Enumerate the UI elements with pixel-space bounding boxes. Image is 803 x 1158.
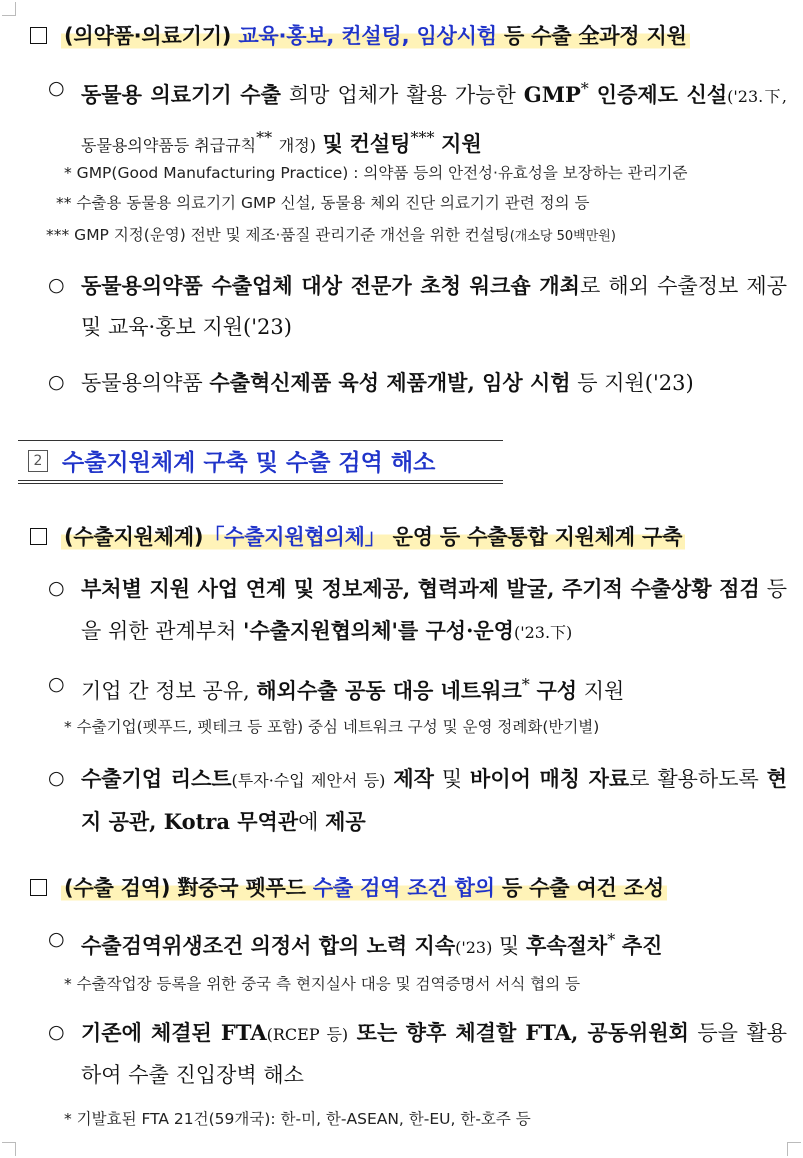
- section-number-badge: 2: [28, 450, 48, 472]
- circle-bullet-icon: ○: [48, 928, 65, 950]
- footnote-fta: * 기발효된 FTA 21건(59개국): 한-미, 한-ASEAN, 한-EU, 한-호주 등: [64, 1110, 531, 1128]
- circle-bullet-icon: ○: [48, 1021, 65, 1043]
- bullet-network: ○ 기업 간 정보 공유, 해외수출 공동 대응 네트워크* 구성 지원: [48, 664, 787, 712]
- section-title-text: 수출지원체계 구축 및 수출 검역 해소: [62, 450, 436, 476]
- section-title: [18, 440, 503, 484]
- footnote-inspection: * 수출작업장 등록을 위한 중국 측 현지실사 대응 및 검역증명서 서식 협의 등: [64, 975, 581, 993]
- corner-mark-top-left: [2, 2, 16, 16]
- footnote-gmp-consulting: *** GMP 지정(운영) 전반 및 제조·품질 관리기준 개선을 위한 컨설팅(개소당 50백만원): [46, 226, 616, 244]
- bullet-exporter-list: ○ 수출기업 리스트(투자·수입 제안서 등) 제작 및 바이어 매칭 자료로 활용하도록 현지 공관, Kotra 무역관에 제공: [48, 758, 787, 843]
- heading-pharma-support: [30, 20, 690, 50]
- heading-export-support: [30, 521, 685, 551]
- circle-bullet-icon: ○: [48, 767, 65, 789]
- heading-prefix: (의약품·의료기기): [64, 24, 232, 48]
- bullet-fta: ○ 기존에 체결된 FTA(RCEP 등) 또는 향후 체결할 FTA, 공동위원회 등을 활용하여 수출 진입장벽 해소: [48, 1012, 787, 1096]
- footnote-network: * 수출기업(펫푸드, 펫테크 등 포함) 중심 네트워크 구성 및 운영 정례화(반기별): [64, 718, 600, 736]
- bullet-gmp-certification: ○ 동물용 의료기기 수출 희망 업체가 활용 가능한 GMP* 인증제도 신설('23.下, 동물용의약품등 취급규칙** 개정) 및 컨설팅*** 지원: [48, 68, 787, 166]
- heading-suffix: 등 수출 全과정 지원: [503, 24, 687, 48]
- bullet-innovation-products: ○ 동물용의약품 수출혁신제품 육성 제품개발, 임상 시험 등 지원('23): [48, 362, 787, 404]
- bullet-export-council: ○ 부처별 지원 사업 연계 및 정보제공, 협력과제 발굴, 주기적 수출상황 점검 등을 위한 관계부처 '수출지원협의체'를 구성·운영('23.下): [48, 568, 787, 653]
- checkbox-square-icon: [30, 879, 47, 896]
- circle-bullet-icon: ○: [48, 77, 65, 99]
- heading-highlight: (수출 검역) 對중국 펫푸드 수출 검역 조건 합의 등 수출 여건 조성: [61, 872, 667, 902]
- circle-bullet-icon: ○: [48, 274, 65, 296]
- footnote-gmp-scope: ** 수출용 동물용 의료기기 GMP 신설, 동물용 체외 진단 의료기기 관련 정의 등: [56, 194, 590, 212]
- heading-blue-text: 교육·홍보, 컨설팅, 임상시험: [238, 24, 497, 48]
- heading-highlight: [61, 20, 690, 50]
- corner-mark-bottom-left: [2, 1142, 16, 1156]
- bullet-quarantine-protocol: ○ 수출검역위생조건 의정서 합의 노력 지속('23) 및 후속절차* 추진: [48, 919, 787, 968]
- checkbox-square-icon: [30, 27, 47, 44]
- circle-bullet-icon: ○: [48, 577, 65, 599]
- circle-bullet-icon: ○: [48, 673, 65, 695]
- corner-mark-bottom-right: [787, 1142, 801, 1156]
- heading-highlight: (수출지원체계)「수출지원협의체」 운영 등 수출통합 지원체계 구축: [61, 521, 685, 551]
- checkbox-square-icon: [30, 528, 47, 545]
- bullet-workshop: ○ 동물용의약품 수출업체 대상 전문가 초청 워크숍 개최로 해외 수출정보 제공 및 교육·홍보 지원('23): [48, 265, 787, 348]
- circle-bullet-icon: ○: [48, 371, 65, 393]
- footnote-gmp-definition: * GMP(Good Manufacturing Practice) : 의약품 등의 안전성·유효성을 보장하는 관리기준: [64, 164, 688, 182]
- heading-export-quarantine: [30, 872, 667, 902]
